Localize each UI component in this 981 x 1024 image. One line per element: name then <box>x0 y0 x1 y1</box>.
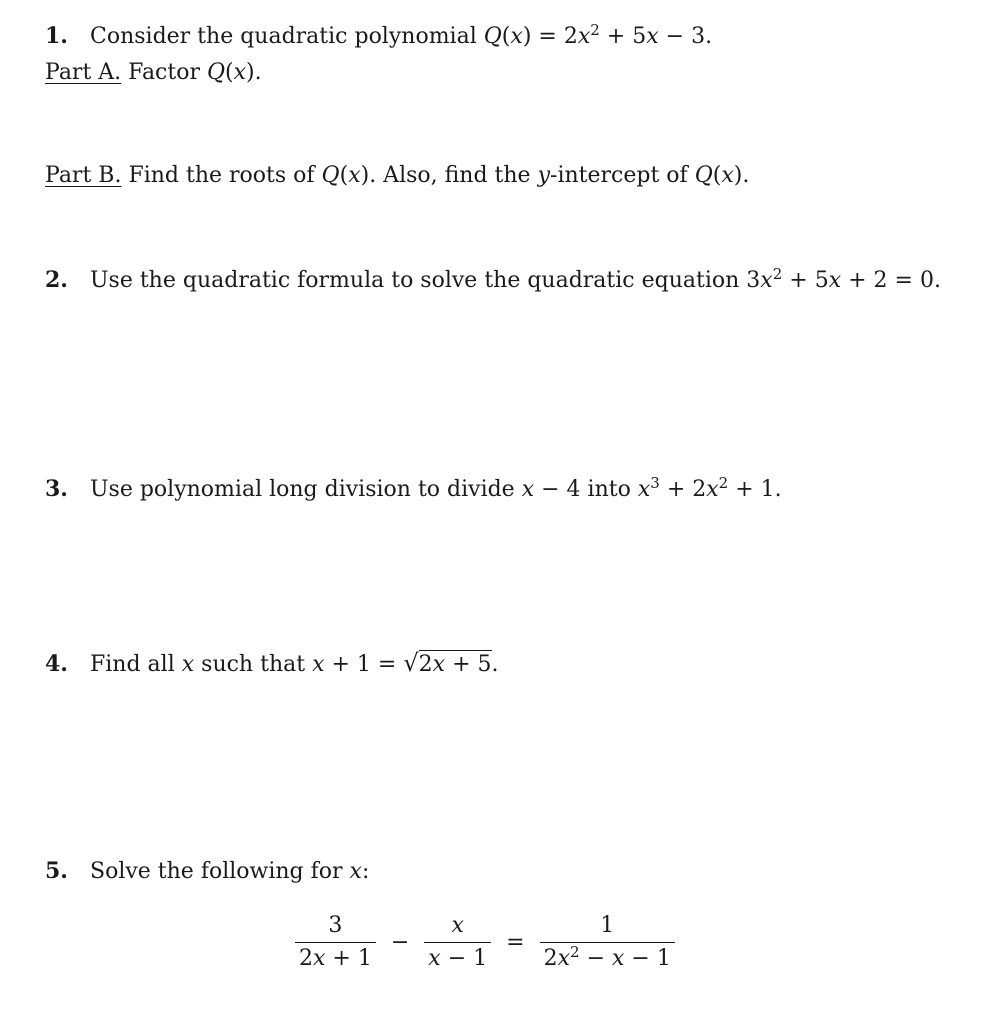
problem-number: 2. <box>45 267 68 293</box>
part-label: Part B. <box>45 163 122 188</box>
minus-operator: − <box>390 929 410 955</box>
problem-1-statement: 1. Consider the quadratic polynomial $Q(x) = 2x^2 + 5x - 3$. <box>45 21 713 49</box>
problem-4-statement: 4. Find all x such that x + 1 = √2x + 5. <box>45 649 499 677</box>
rational-equation <box>292 912 678 972</box>
problem-text: Consider the quadratic polynomial <box>90 24 477 49</box>
fraction-2: $\frac{x}{x - 1}$ <box>424 913 491 972</box>
problem-number: 5. <box>45 858 68 884</box>
problem-text: Find all <box>90 652 175 677</box>
problem-text: Use polynomial long division to divide <box>90 477 515 502</box>
problem-number: 4. <box>45 651 68 677</box>
problem-number: 1. <box>45 23 68 49</box>
problem-1-part-a: Part A. Factor Q(x). <box>45 60 262 85</box>
problem-5-statement: 5. Solve the following for x: <box>45 858 370 884</box>
fraction-3: $\frac{1}{2x^2 - x - 1}$ <box>540 913 675 972</box>
problem-3-statement: 3. Use polynomial long division to divide x − 4 into $x^3 + 2x^2 + 1$. <box>45 474 782 502</box>
fraction-1: $\frac{3}{2x + 1}$ <box>295 913 376 972</box>
part-label: Part A. <box>45 60 122 85</box>
square-root: √2x + 5 <box>403 649 492 677</box>
problem-1-part-b: Part B. Find the roots of Q(x). Also, find the y-intercept of Q(x). <box>45 163 750 188</box>
problem-2-statement: 2. Use the quadratic formula to solve the quadratic equation $3x^2 + 5x + 2 = 0$. <box>45 265 941 293</box>
equals-operator: = <box>506 929 525 955</box>
problem-number: 3. <box>45 476 68 502</box>
problem-text: Use the quadratic formula to solve the quadratic equation <box>90 268 740 293</box>
problem-text: Solve the following for <box>90 859 343 884</box>
